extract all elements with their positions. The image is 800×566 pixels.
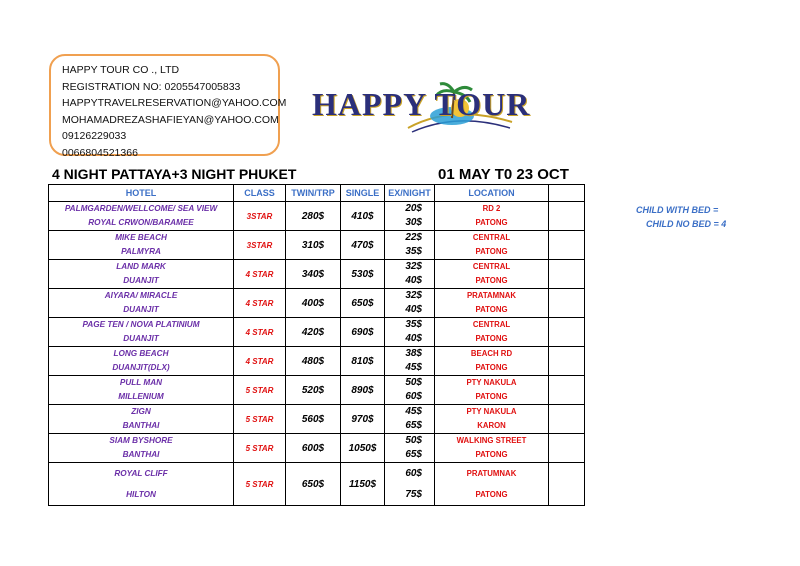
ex-night-pattaya: 35$ — [405, 319, 422, 330]
blank-cell — [549, 405, 585, 434]
header-single: SINGLE — [341, 185, 385, 202]
twin-price-cell: 650$ — [286, 463, 341, 506]
twin-price-cell: 310$ — [286, 231, 341, 260]
ex-night-pattaya: 22$ — [405, 232, 422, 243]
hotel-name-phuket: DUANJIT(DLX) — [112, 363, 170, 372]
location-cell — [435, 347, 549, 376]
location-cell — [435, 202, 549, 231]
hotel-cell — [49, 463, 234, 506]
ex-night-cell — [385, 231, 435, 260]
ex-night-phuket: 75$ — [405, 489, 422, 500]
blank-cell — [549, 202, 585, 231]
single-price-cell: 650$ — [341, 289, 385, 318]
ex-night-pattaya: 32$ — [405, 261, 422, 272]
location-cell — [435, 289, 549, 318]
happy-tour-logo — [312, 82, 531, 136]
class-cell: 4 STAR — [234, 260, 286, 289]
location-phuket: PATONG — [475, 218, 508, 227]
hotel-name-phuket: ROYAL CRWON/BARAMEE — [88, 218, 194, 227]
single-price-cell: 690$ — [341, 318, 385, 347]
ex-night-cell — [385, 289, 435, 318]
hotel-cell — [49, 231, 234, 260]
ex-night-cell — [385, 347, 435, 376]
location-phuket: PATONG — [475, 276, 508, 285]
table-row — [49, 347, 585, 376]
blank-cell — [549, 347, 585, 376]
registration-number: REGISTRATION NO: 0205547005833 — [62, 80, 241, 93]
class-cell: 5 STAR — [234, 434, 286, 463]
table-row — [49, 202, 585, 231]
class-cell: 5 STAR — [234, 376, 286, 405]
single-price-cell: 1050$ — [341, 434, 385, 463]
table-row — [49, 376, 585, 405]
ex-night-phuket: 40$ — [405, 304, 422, 315]
hotel-name-pattaya: PAGE TEN / NOVA PLATINIUM — [82, 320, 200, 329]
table-row — [49, 318, 585, 347]
hotel-cell — [49, 376, 234, 405]
location-cell — [435, 434, 549, 463]
location-pattaya: BEACH RD — [470, 349, 513, 358]
ex-night-phuket: 65$ — [405, 420, 422, 431]
blank-cell — [549, 376, 585, 405]
blank-cell — [549, 434, 585, 463]
ex-night-pattaya: 20$ — [405, 203, 422, 214]
hotel-cell — [49, 347, 234, 376]
location-pattaya: CENTRAL — [472, 320, 511, 329]
header-twin: TWIN/TRP — [286, 185, 341, 202]
ex-night-phuket: 35$ — [405, 246, 422, 257]
location-cell — [435, 231, 549, 260]
table-row — [49, 260, 585, 289]
header-location: LOCATION — [435, 185, 549, 202]
single-price-cell: 530$ — [341, 260, 385, 289]
hotel-cell — [49, 202, 234, 231]
hotel-name-pattaya: SIAM BYSHORE — [109, 436, 173, 445]
header-class: CLASS — [234, 185, 286, 202]
ex-night-cell — [385, 318, 435, 347]
hotel-name-pattaya: ZIGN — [131, 407, 151, 416]
hotel-name-phuket: BANTHAI — [122, 421, 160, 430]
hotel-name-pattaya: PALMGARDEN/WELLCOME/ SEA VIEW — [64, 204, 218, 213]
hotel-name-phuket: PALMYRA — [121, 247, 161, 256]
ex-night-phuket: 40$ — [405, 333, 422, 344]
email-reservation: HAPPYTRAVELRESERVATION@YAHOO.COM — [62, 97, 287, 109]
phone-thailand: 0066804521366 — [62, 146, 138, 159]
ex-night-phuket: 40$ — [405, 275, 422, 286]
ex-night-phuket: 60$ — [405, 391, 422, 402]
location-phuket: PATONG — [475, 363, 508, 372]
ex-night-cell — [385, 434, 435, 463]
twin-price-cell: 560$ — [286, 405, 341, 434]
single-price-cell: 890$ — [341, 376, 385, 405]
class-cell: 5 STAR — [234, 463, 286, 506]
hotel-name-pattaya: LONG BEACH — [113, 349, 169, 358]
ex-night-cell — [385, 376, 435, 405]
location-phuket: PATONG — [475, 334, 508, 343]
hotel-name-pattaya: MIKE BEACH — [115, 233, 167, 242]
location-phuket: PATONG — [475, 450, 508, 459]
ex-night-cell — [385, 463, 435, 506]
child-no-bed-note: CHILD NO BED = 4 — [646, 219, 727, 229]
single-price-cell: 810$ — [341, 347, 385, 376]
location-pattaya: PRATUMNAK — [466, 469, 517, 478]
table-row — [49, 289, 585, 318]
class-cell: 4 STAR — [234, 289, 286, 318]
ex-night-pattaya: 32$ — [405, 290, 422, 301]
hotel-cell — [49, 289, 234, 318]
blank-cell — [549, 289, 585, 318]
location-phuket: KARON — [477, 421, 506, 430]
table-row — [49, 405, 585, 434]
location-phuket: PATONG — [475, 490, 508, 499]
single-price-cell: 1150$ — [341, 463, 385, 506]
ex-night-cell — [385, 202, 435, 231]
hotel-cell — [49, 318, 234, 347]
location-cell — [435, 260, 549, 289]
twin-price-cell: 420$ — [286, 318, 341, 347]
hotel-cell — [49, 405, 234, 434]
validity-dates: 01 MAY T0 23 OCT — [438, 166, 569, 183]
single-price-cell: 970$ — [341, 405, 385, 434]
twin-price-cell: 600$ — [286, 434, 341, 463]
twin-price-cell: 340$ — [286, 260, 341, 289]
company-info-box — [49, 54, 287, 159]
location-cell — [435, 405, 549, 434]
table-row — [49, 231, 585, 260]
hotel-name-phuket: BANTHAI — [122, 450, 160, 459]
header-hotel: HOTEL — [49, 185, 234, 202]
child-with-bed-note: CHILD WITH BED = — [636, 205, 719, 215]
class-cell: 4 STAR — [234, 347, 286, 376]
location-cell — [435, 318, 549, 347]
location-pattaya: WALKING STREET — [456, 436, 527, 445]
location-pattaya: CENTRAL — [472, 262, 511, 271]
hotel-name-phuket: DUANJIT — [123, 305, 159, 314]
ex-night-phuket: 45$ — [405, 362, 422, 373]
ex-night-phuket: 65$ — [405, 449, 422, 460]
location-phuket: PATONG — [475, 392, 508, 401]
company-name: HAPPY TOUR CO ., LTD — [62, 64, 180, 76]
ex-night-pattaya: 38$ — [405, 348, 422, 359]
twin-price-cell: 480$ — [286, 347, 341, 376]
ex-night-pattaya: 50$ — [405, 377, 422, 388]
ex-night-phuket: 30$ — [405, 217, 422, 228]
location-pattaya: RD 2 — [482, 204, 501, 213]
blank-cell — [549, 463, 585, 506]
class-cell: 5 STAR — [234, 405, 286, 434]
class-cell: 3STAR — [234, 231, 286, 260]
hotel-name-phuket: MILLENIUM — [118, 392, 164, 401]
location-phuket: PATONG — [475, 247, 508, 256]
hotel-name-pattaya: LAND MARK — [116, 262, 166, 271]
location-pattaya: PTY NAKULA — [466, 378, 517, 387]
location-cell — [435, 463, 549, 506]
table-row — [49, 463, 585, 506]
table-row — [49, 434, 585, 463]
header-ex-night: EX/NIGHT — [385, 185, 435, 202]
hotel-name-phuket: HILTON — [126, 490, 156, 499]
email-contact: MOHAMADREZASHAFIEYAN@YAHOO.COM — [62, 113, 279, 126]
package-title: 4 NIGHT PATTAYA+3 NIGHT PHUKET — [52, 166, 297, 182]
hotel-cell — [49, 260, 234, 289]
class-cell: 3STAR — [234, 202, 286, 231]
phone-iran: 09126229033 — [62, 130, 127, 142]
rates-table — [48, 184, 585, 506]
blank-cell — [549, 231, 585, 260]
ex-night-pattaya: 60$ — [405, 468, 422, 479]
blank-cell — [549, 260, 585, 289]
hotel-name-pattaya: PULL MAN — [119, 378, 163, 387]
twin-price-cell: 400$ — [286, 289, 341, 318]
location-pattaya: PRATAMNAK — [466, 291, 517, 300]
single-price-cell: 410$ — [341, 202, 385, 231]
hotel-name-pattaya: AIYARA/ MIRACLE — [104, 291, 178, 300]
ex-night-pattaya: 45$ — [405, 406, 422, 417]
ex-night-pattaya: 50$ — [405, 435, 422, 446]
table-header-row — [49, 185, 585, 202]
location-pattaya: PTY NAKULA — [466, 407, 517, 416]
hotel-name-phuket: DUANJIT — [123, 334, 159, 343]
twin-price-cell: 520$ — [286, 376, 341, 405]
single-price-cell: 470$ — [341, 231, 385, 260]
logo-text: HAPPY TOUR — [312, 86, 531, 122]
ex-night-cell — [385, 405, 435, 434]
location-phuket: PATONG — [475, 305, 508, 314]
hotel-name-pattaya: ROYAL CLIFF — [114, 469, 168, 478]
hotel-name-phuket: DUANJIT — [123, 276, 159, 285]
twin-price-cell: 280$ — [286, 202, 341, 231]
hotel-cell — [49, 434, 234, 463]
blank-cell — [549, 318, 585, 347]
location-pattaya: CENTRAL — [472, 233, 511, 242]
ex-night-cell — [385, 260, 435, 289]
header-blank — [549, 185, 585, 202]
class-cell: 4 STAR — [234, 318, 286, 347]
location-cell — [435, 376, 549, 405]
